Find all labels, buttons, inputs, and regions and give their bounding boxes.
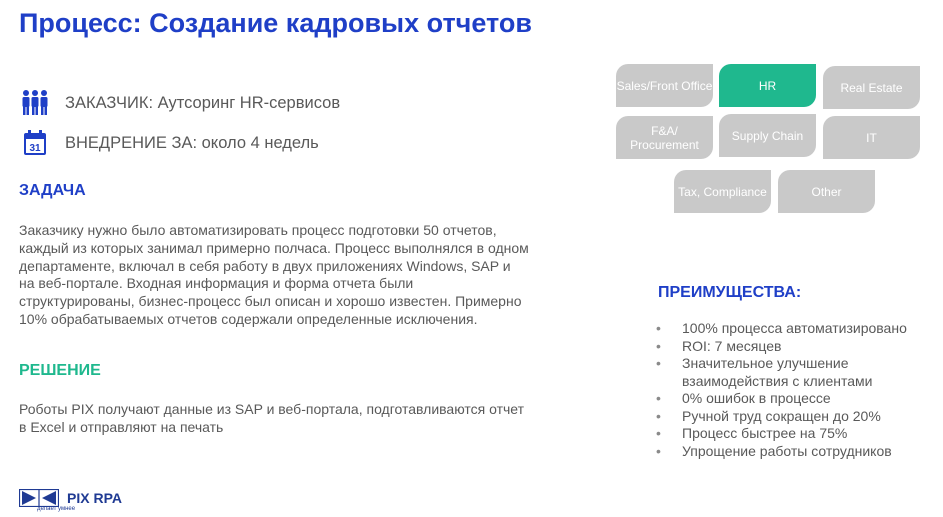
category-it <box>823 116 920 159</box>
category-label: Other <box>811 184 842 199</box>
customer-text: ЗАКАЗЧИК: Аутсоринг HR-сервисов <box>65 93 341 112</box>
pix-logo-icon <box>19 489 59 507</box>
solution-body: Роботы PIX получают данные из SAP и веб-портала, подготавливаются отчет в Excel и отправляют на печать <box>19 401 525 435</box>
advantage-item: • Значительное улучшение взаимодействия с клиентами <box>656 355 936 390</box>
category-label: Supply Chain <box>731 128 804 143</box>
category-label: Real Estate <box>840 80 903 95</box>
advantage-item: • 0% ошибок в процессе <box>656 390 936 408</box>
category-supply-chain <box>719 114 816 157</box>
advantage-item: • Ручной труд сокращен до 20% <box>656 408 936 426</box>
task-body: Заказчику нужно было автоматизировать процесс подготовки 50 отчетов, каждый из которых занимал примерно полчаса. Процесс выполнялся в одном департаменте, включал в себя работу в двух приложениях Windows, SAP и на веб-портале. Входная информация и форма отчета были структурированы, бизнес-процесс был описан и хорошо известен. Примерно 10% обрабатываемых отчетов содержали определенные исключения. <box>19 222 529 327</box>
implementation-text: ВНЕДРЕНИЕ ЗА: около 4 недель <box>65 133 319 152</box>
category-label: HR <box>758 78 777 93</box>
category-hr <box>719 64 816 107</box>
category-label: Tax, Compliance <box>678 184 767 199</box>
advantage-item: • Процесс быстрее на 75% <box>656 425 936 443</box>
advantages-heading: ПРЕИМУЩЕСТВА: <box>658 284 802 301</box>
category-other <box>778 170 875 213</box>
advantage-item: • 100% процесса автоматизировано <box>656 320 936 338</box>
advantage-item: • ROI: 7 месяцев <box>656 338 936 356</box>
category-label: F&A/ Procurement <box>630 123 699 152</box>
category-tax-compliance <box>674 170 771 213</box>
advantages-list <box>656 320 936 460</box>
calendar-icon <box>19 128 51 158</box>
pix-rpa-logo <box>19 489 122 512</box>
solution-heading: РЕШЕНИЕ <box>19 362 101 379</box>
logo-tagline: делает умнее <box>37 506 76 512</box>
implementation-row <box>19 128 319 158</box>
category-sales-front-office <box>616 64 713 107</box>
page-title: Процесс: Создание кадровых отчетов <box>19 8 532 38</box>
calendar-day: 31 <box>29 143 41 154</box>
customer-row <box>19 88 340 118</box>
category-label: Sales/Front Office <box>616 78 713 93</box>
task-heading: ЗАДАЧА <box>19 182 86 199</box>
category-real-estate <box>823 66 920 109</box>
advantage-item: • Упрощение работы сотрудников <box>656 443 936 461</box>
category-fa-procurement <box>616 116 713 159</box>
logo-brand: PIX RPA <box>67 490 122 506</box>
category-label: IT <box>866 130 877 145</box>
people-icon <box>19 88 51 118</box>
